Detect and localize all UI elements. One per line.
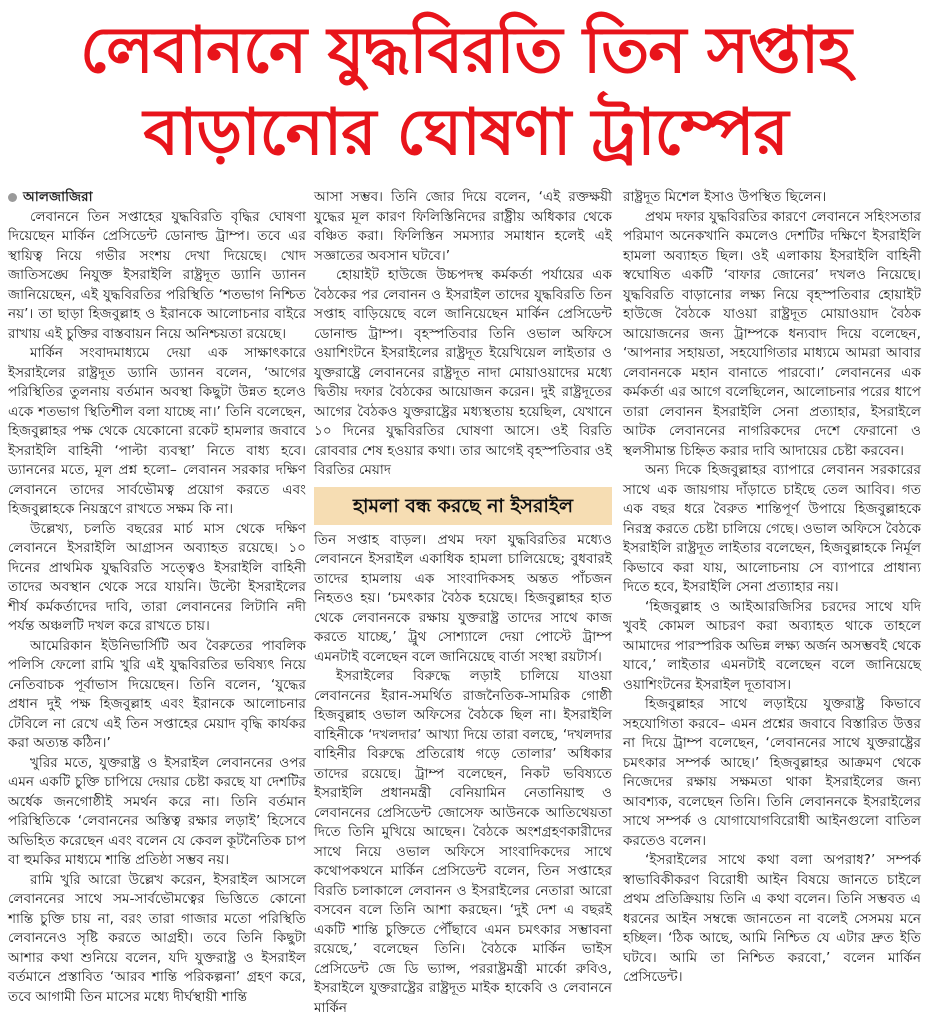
article-paragraph: রামি খুরি আরো উল্লেখ করেন, ইসরাইল আসলে লেবাননের সাথে সম-সার্বভৌমত্বের ভিত্তিতে কোনো শান্তি চুক্তি চায় না, বরং তারা গাজার মতো পরিস্থিতি লেবাননেও সৃষ্টি করতে আগ্রহী। তবে তিনি কিছুটা আশার কথা শুনিয়ে বলেন, যদি যুক্তরাষ্ট্র ও ইসরাইল বর্তমানে প্রস্তাবিত ‘আরব শান্তি পরিকল্পনা’ গ্রহণ করে, তবে আগামী তিন মাসের মধ্যে দীর্ঘস্থায়ী শান্তি bbox=[8, 871, 306, 1005]
article-paragraph: হোয়াইট হাউজে উচ্চপদস্থ কর্মকর্তা পর্যায়ের এক বৈঠকের পর লেবানন ও ইসরাইল তাদের যুদ্ধবিরতি তিন সপ্তাহ বাড়িয়েছে বলে জানিয়েছেন মার্কিন প্রেসিডেন্ট ডোনাল্ড ট্রাম্প। বৃহস্পতিবার তিনি ওভাল অফিসে ওয়াশিংটনে ইসরাইলের রাষ্ট্রদূত ইয়েখিয়েল লাইতার ও যুক্তরাষ্ট্রে লেবাননের রাষ্ট্রদূত নাদা মোয়াওয়াদের মধ্যে দ্বিতীয় দফার বৈঠকের আয়োজন করেন। দুই রাষ্ট্রদূতের আগের বৈঠকও যুক্তরাষ্ট্রের মধ্যস্থতায় হয়েছিল, যেখানে ১০ দিনের যুদ্ধবিরতির ঘোষণা আসে। ওই বিরতি রোববার শেষ হওয়ার কথা। তার আগেই বৃহস্পতিবার ওই বিরতির মেয়াদ bbox=[314, 267, 612, 478]
article-paragraph: আসা সম্ভব। তিনি জোর দিয়ে বলেন, ‘এই রক্তক্ষয়ী যুদ্ধের মূল কারণ ফিলিস্তিনিদের রাষ্ট্রীয় অধিকার থেকে বঞ্চিত করা। ফিলিস্তিন সমস্যার সমাধান হলেই এই সজ্ঞাতের অবসান ঘটবে।’ bbox=[314, 189, 612, 264]
subheading: হামলা বন্ধ করছে না ইসরাইল bbox=[314, 487, 612, 525]
headline-line-1: লেবাননে যুদ্ধবিরতি তিন সপ্তাহ bbox=[80, 14, 851, 88]
article-paragraph: ‘ইসরাইলের সাথে কথা বলা অপরাধ?’ সম্পর্ক স্বাভাবিকীকরণ বিরোধী আইন বিষয়ে জানতে চাইলে প্রথম প্রতিক্রিয়ায় তিনি এ কথা বলেন। তিনি সম্ভবত এ ধরনের আইন সম্বন্ধে জানতেন না বলেই সেসময় মনে হচ্ছিল। ‘ঠিক আছে, আমি নিশ্চিত যে এটার দ্রুত ইতি ঘটবে। আমি তা নিশ্চিত করবো,’ বলেন মার্কিন প্রেসিডেন্ট। bbox=[623, 852, 921, 985]
article-column-3 bbox=[623, 188, 921, 988]
headline-line-2: বাড়ানোর ঘোষণা ট্রাম্পের bbox=[143, 96, 788, 170]
article-paragraph: অন্য দিকে হিজবুল্লাহর ব্যাপারে লেবানন সরকারের সাথে এক জায়গায় দাঁড়াতে চাইছে তেল আবিব। গত এক বছর ধরে বৈরুত শান্তিপূর্ণ উপায়ে হিজবুল্লাহকে নিরস্ত্র করতে চেষ্টা চালিয়ে গেছে। ওভাল অফিসে বৈঠকে ইসরাইলি রাষ্ট্রদূত লাইতার বলেছেন, হিজবুল্লাহকে নির্মূল কিভাবে করা যায়, আলোচনায় সে ব্যাপারে প্রাধান্য দিতে হবে, ইসরাইলি সেনা প্রত্যাহার নয়। bbox=[623, 462, 921, 595]
article-paragraph: খুরির মতে, যুক্তরাষ্ট্র ও ইসরাইল লেবাননের ওপর এমন একটি চুক্তি চাপিয়ে দেয়ার চেষ্টা করছে যা দেশটির অর্ধেক জনগোষ্ঠীই সমর্থন করে না। তিনি বর্তমান পরিস্থিতিকে ‘লেবাননের অস্তিত্ব রক্ষার লড়াই’ হিসেবে অভিহিত করেছেন এবং বলেন যে কেবল কূটনৈতিক চাপ বা হুমকির মাধ্যমে শান্তি প্রতিষ্ঠা সম্ভব নয়। bbox=[8, 754, 306, 868]
article-paragraph: লেবাননে তিন সপ্তাহের যুদ্ধবিরতি বৃদ্ধির ঘোষণা দিয়েছেন মার্কিন প্রেসিডেন্ট ডোনাল্ড ট্রাম্প। তবে এর স্থায়িত্ব নিয়ে গভীর সংশয় দেখা দিয়েছে। খোদ জাতিসঙ্ঘে নিযুক্ত ইসরাইলি রাষ্ট্রদূত ড্যানি ড্যানন জানিয়েছেন, এই যুদ্ধবিরতির পরিস্থিতি ‘শতভাগ নিশ্চিত নয়’। তা ছাড়া হিজবুল্লাহ ও ইরানকে আলোচনার বাইরে রাখায় এই চুক্তির বাস্তবায়ন নিয়ে অনিশ্চয়তা রয়েছে। bbox=[8, 208, 306, 342]
article-paragraph: আমেরিকান ইউনিভার্সিটি অব বৈরুতের পাবলিক পলিসি ফেলো রামি খুরি এই যুদ্ধবিরতির ভবিষ্যৎ নিয়ে নেতিবাচক পূর্বাভাস দিয়েছেন। তিনি বলেন, ‘যুদ্ধের প্রধান দুই পক্ষ হিজবুল্লাহ এবং ইরানকে আলোচনার টেবিলে না রেখে এই তিন সপ্তাহের মেয়াদ বৃদ্ধি কার্যকর করা অত্যন্ত কঠিন।’ bbox=[8, 637, 306, 751]
article-paragraph: প্রথম দফার যুদ্ধবিরতির কারণে লেবাননে সহিংসতার পরিমাণ অনেকখানি কমলেও দেশটির দক্ষিণে ইসরাইলি হামলা অব্যাহত ছিল। ওই এলাকায় ইসরাইলি বাহিনী স্বঘোষিত একটি ‘বাফার জোনের’ দখলও নিয়েছে। যুদ্ধবিরতি বাড়ানোর লক্ষ্য নিয়ে বৃহস্পতিবার হোয়াইট হাউজে বৈঠকে যাওয়া রাষ্ট্রদূত মোয়াওয়াদ বৈঠক আয়োজনের জন্য ট্রাম্পকে ধন্যবাদ দিয়ে বলেছেন, ‘আপনার সহায়তা, সহযোগিতার মাধ্যমে আমরা আবার লেবাননকে মহান বানাতে পারবো।’ লেবাননের এক কর্মকর্তা এর আগে বলেছিলেন, আলোচনার পরের ধাপে তারা লেবানন ইসরাইলি সেনা প্রত্যাহার, ইসরাইলে আটক লেবাননের নাগরিকদের দেশে ফেরানো ও স্থলসীমান্ত চিহ্নিত করার দাবি আদায়ের চেষ্টা করবেন। bbox=[623, 208, 921, 459]
headline bbox=[0, 10, 931, 174]
source-credit bbox=[8, 188, 306, 208]
article-paragraph: হিজবুল্লাহর সাথে লড়াইয়ে যুক্তরাষ্ট্র কিভাবে সহযোগিতা করবে– এমন প্রশ্নের জবাবে বিস্তারিত উত্তর না দিয়ে ট্রাম্প বলেছেন, ‘লেবাননের সাথে যুক্তরাষ্ট্রের চমৎকার সম্পর্ক আছে।’ হিজবুল্লাহর আক্রমণ থেকে নিজেদের রক্ষায় সক্ষমতা থাকা ইসরাইলের জন্য আবশ্যক, বলেছেন তিনি। তিনি লেবাননকে ইসরাইলের সাথে সম্পর্ক ও যোগাযোগবিরোধী আইনগুলো বাতিল করতেও বলেন। bbox=[623, 696, 921, 849]
article-column-1 bbox=[8, 188, 306, 1007]
article-paragraph: রাষ্ট্রদূত মিশেল ইসাও উপস্থিত ছিলেন। bbox=[623, 189, 827, 205]
article-paragraph: উল্লেখ্য, চলতি বছরের মার্চ মাস থেকে দক্ষিণ লেবাননে ইসরাইলি আগ্রাসন অব্যাহত রয়েছে। ১০ দিনের প্রাথমিক যুদ্ধবিরতি সত্ত্বেও ইসরাইলি বাহিনী তাদের অবস্থান থেকে সরে যায়নি। উল্টো ইসরাইলের শীর্ষ কর্মকর্তাদের দাবি, তারা লেবাননের লিটানি নদী পর্যন্ত অঞ্চলটি দখল করে রাখতে চায়। bbox=[8, 520, 306, 634]
bullet-dot-icon bbox=[8, 193, 17, 202]
article-paragraph: তিন সপ্তাহ বাড়ল। প্রথম দফা যুদ্ধবিরতির মধ্যেও লেবাননে ইসরাইল একাধিক হামলা চালিয়েছে; বুধবারই তাদের হামলায় এক সাংবাদিকসহ অন্তত পাঁচজন নিহতও হয়। ‘চমৎকার বৈঠক হয়েছে। হিজবুল্লাহর হাত থেকে লেবাননকে রক্ষায় যুক্তরাষ্ট্র তাদের সাথে কাজ করতে যাচ্ছে,’ ট্রুথ সোশ্যালে দেয়া পোস্টে ট্রাম্প এমনটাই বলেছেন বলে জানিয়েছে বার্তা সংস্থা রয়টার্স। bbox=[314, 531, 612, 665]
article-paragraph: মার্কিন সংবাদমাধ্যমে দেয়া এক সাক্ষাৎকারে ইসরাইলের রাষ্ট্রদূত ড্যানি ড্যানন বলেন, ‘আগের পরিস্থিতির তুলনায় বর্তমান অবস্থা কিছুটা উন্নত হলেও একে শতভাগ স্থিতিশীল বলা যাচ্ছে না।’ তিনি বলেছেন, হিজবুল্লাহর পক্ষ থেকে যেকোনো রকেট হামলার জবাবে ইসরাইলি বাহিনী ‘পাল্টা ব্যবস্থা’ নিতে বাধ্য হবে। ড্যাননের মতে, মূল প্রশ্ন হলো– লেবানন সরকার দক্ষিণ লেবাননে তাদের সার্বভৌমত্ব প্রয়োগ করতে এবং হিজবুল্লাহকে নিয়ন্ত্রণে রাখতে সক্ষম কি না। bbox=[8, 345, 306, 517]
source-name: আলজাজিরা bbox=[23, 189, 93, 205]
article-paragraph: ‘হিজবুল্লাহ ও আইআরজিসির চরদের সাথে যদি খুবই কোমল আচরণ করা অব্যাহত থাকে তাহলে আমাদের পারস্পরিক অভিন্ন লক্ষ্য অর্জন অসম্ভবই থেকে যাবে,’ লাইতার এমনটাই বলেছেন বলে জানিয়েছে ওয়াশিংটনের ইসরাইল দূতাবাস। bbox=[623, 598, 921, 693]
article-paragraph: ইসরাইলের বিরুদ্ধে লড়াই চালিয়ে যাওয়া লেবাননের ইরান-সমর্থিত রাজনৈতিক-সামরিক গোষ্ঠী হিজবুল্লাহ ওভাল অফিসের বৈঠকে ছিল না। ইসরাইলি বাহিনীকে ‘দখলদার’ আখ্যা দিয়ে তারা বলছে, ‘দখলদার বাহিনীর বিরুদ্ধে প্রতিরোধ গড়ে তোলার’ অধিকার তাদের রয়েছে। ট্রাম্প বলেছেন, নিকট ভবিষ্যতে ইসরাইলি প্রধানমন্ত্রী বেনিয়ামিন নেতানিয়াহু ও লেবাননের প্রেসিডেন্ট জোসেফ আউনকে আতিথেয়তা দিতে তিনি মুখিয়ে আছেন। বৈঠকে অংশগ্রহণকারীদের সাথে নিয়ে ওভাল অফিসে সাংবাদিকদের সাথে কথোপকথনে মার্কিন প্রেসিডেন্ট বলেন, তিন সপ্তাহের বিরতি চলাকালে লেবানন ও ইসরাইলের নেতারা আরো বসবেন বলে তিনি আশা করছেন। ‘দুই দেশ এ বছরই একটি শান্তি চুক্তিতে পৌঁছাবে এমন চমৎকার সম্ভাবনা রয়েছে,’ বলেছেন তিনি। বৈঠকে মার্কিন ভাইস প্রেসিডেন্ট জে ডি ভ্যান্স, পররাষ্ট্রমন্ত্রী মার্কো রুবিও, ইসরাইলে যুক্তরাষ্ট্রের রাষ্ট্রদূত মাইক হাকেবি ও লেবাননে মার্কিন bbox=[314, 668, 612, 1016]
article-column-2 bbox=[314, 188, 612, 1018]
